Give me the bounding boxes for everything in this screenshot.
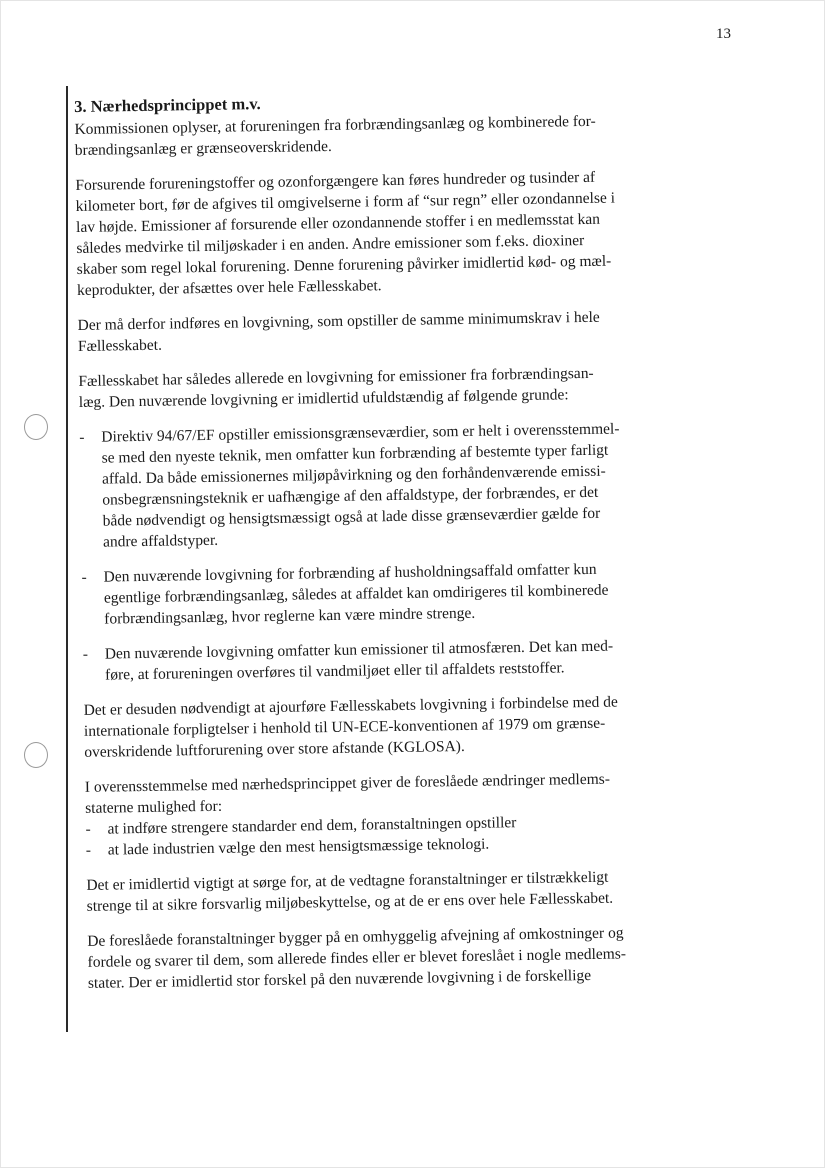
- punch-hole-icon: [24, 742, 48, 768]
- text-line: onsbegrænsningsteknik er uafhængige af den affaldstype, der forbrændes, er det: [102, 483, 599, 509]
- section-heading: 3. Nærhedsprincippet m.v.: [74, 94, 261, 116]
- bullet-dash: -: [85, 841, 92, 859]
- text-line: Kommissionen oplyser, at forureningen fra forbrændingsanlæg og kombinerede for-: [74, 112, 596, 138]
- text-line: både nødvendigt og hensigtsmæssigt også at lade disse grænseværdier gælde for: [102, 504, 601, 530]
- text-line: Det er imidlertid vigtigt at sørge for, at de vedtagne foranstaltninger er tilstrækkeligt: [86, 868, 609, 894]
- text-line: fordele og svarer til dem, som allerede findes eller er blevet foreslået i nogle medlems-: [87, 945, 627, 971]
- text-line: Fællesskabet.: [77, 336, 163, 355]
- text-line: brændingsanlæg er grænseoverskridende.: [74, 137, 332, 159]
- page-number: 13: [716, 26, 731, 42]
- text-line: internationale forpligtelser i henhold til UN-ECE-konventionen af 1979 om grænse-: [83, 714, 606, 740]
- text-line: Forsurende forureningstoffer og ozonforgængere kan føres hundreder og tusinder af: [75, 168, 596, 194]
- text-line: keprodukter, der afsættes over hele Fællesskabet.: [76, 277, 382, 299]
- text-line: Den nuværende lovgivning omfatter kun emissioner til atmosfæren. Det kan med-: [104, 637, 614, 663]
- text-line: Fællesskabet har således allerede en lovgivning for emissioner fra forbrændingsan-: [78, 364, 594, 390]
- bullet-dash: -: [81, 568, 87, 586]
- margin-line: [66, 86, 68, 1032]
- paragraph-5: [83, 689, 752, 762]
- list-item-text: at indføre strengere standarder end dem, foranstaltningen opstiller: [107, 814, 517, 838]
- paragraph-3: [77, 304, 746, 356]
- paragraph-7: [86, 864, 755, 916]
- text-line: skaber som regel lokal forurening. Denne forurening påvirker imidlertid kød- og mæl-: [76, 252, 612, 278]
- text-line: I overensstemmelse med nærhedsprincippet giver de foreslåede ændringer medlems-: [84, 770, 611, 796]
- punch-hole-icon: [24, 414, 48, 440]
- document-body: [74, 86, 756, 1008]
- text-line: Det er desuden nødvendigt at ajourføre Fællesskabets lovgivning i forbindelse med de: [83, 693, 618, 719]
- text-line: føre, at forureningen overføres til vandmiljøet eller til affaldets reststoffer.: [104, 659, 565, 684]
- bullet-item-2: [81, 556, 750, 629]
- text-line: læg. Den nuværende lovgivning er imidlertid ufuldstændig af følgende grunde:: [78, 386, 569, 411]
- bullet-dash: -: [79, 428, 85, 446]
- text-line: strenge til at sikre forsvarlig miljøbeskyttelse, og at de er ens over hele Fællesskabet.: [86, 889, 614, 915]
- bullet-dash: -: [82, 645, 89, 663]
- bullet-item-3: [83, 633, 752, 685]
- text-line: lav højde. Emissioner af forsurende eller ozondannende stoffer i en medlemsstat kan: [75, 210, 601, 236]
- text-line: således medvirke til miljøskader i en anden. Andre emissioner som f.eks. dioxiner: [76, 232, 585, 257]
- paragraph-2: [75, 164, 745, 300]
- paragraph-1: [74, 109, 743, 161]
- text-line: De foreslåede foranstaltninger bygger på en omhyggelig afvejning af omkostninger og: [87, 924, 624, 950]
- bullet-dash: -: [85, 820, 91, 838]
- text-line: kilometer bort, før de afgives til omgivelserne i form af “sur regn” eller ozondannelse i: [75, 189, 616, 215]
- text-line: overskridende luftforurening over store afstande (KGLOSA).: [84, 737, 465, 761]
- bullet-item-1: [79, 416, 749, 552]
- text-line: Der må derfor indføres en lovgivning, som opstiller de samme minimumskrav i hele: [77, 308, 600, 334]
- text-line: Direktiv 94/67/EF opstiller emissionsgrænseværdier, som er helt i overensstemmel-: [101, 420, 620, 446]
- paragraph-4: [78, 360, 747, 412]
- text-line: se med den nyeste teknik, men omfatter kun forbrænding af bestemte typer farligt: [101, 441, 609, 467]
- paragraph-8: [87, 920, 756, 993]
- text-line: egentlige forbrændingsanlæg, således at affaldet kan omdirigeres til kombinerede: [103, 581, 609, 607]
- text-line: affald. Da både emissionernes miljøpåvirkning og den forhåndenværende emissi-: [101, 462, 606, 488]
- text-line: stater. Der er imidlertid stor forskel på den nuværende lovgivning i de forskellige: [87, 966, 592, 992]
- list-item-text: at lade industrien vælge den mest hensigtsmæssige teknologi.: [107, 835, 490, 859]
- text-line: Den nuværende lovgivning for forbrænding af husholdningsaffald omfatter kun: [103, 560, 597, 586]
- text-line: andre affaldstyper.: [102, 531, 219, 551]
- text-line: staterne mulighed for:: [85, 797, 223, 817]
- text-line: forbrændingsanlæg, hvor reglerne kan være mindre strenge.: [104, 604, 476, 628]
